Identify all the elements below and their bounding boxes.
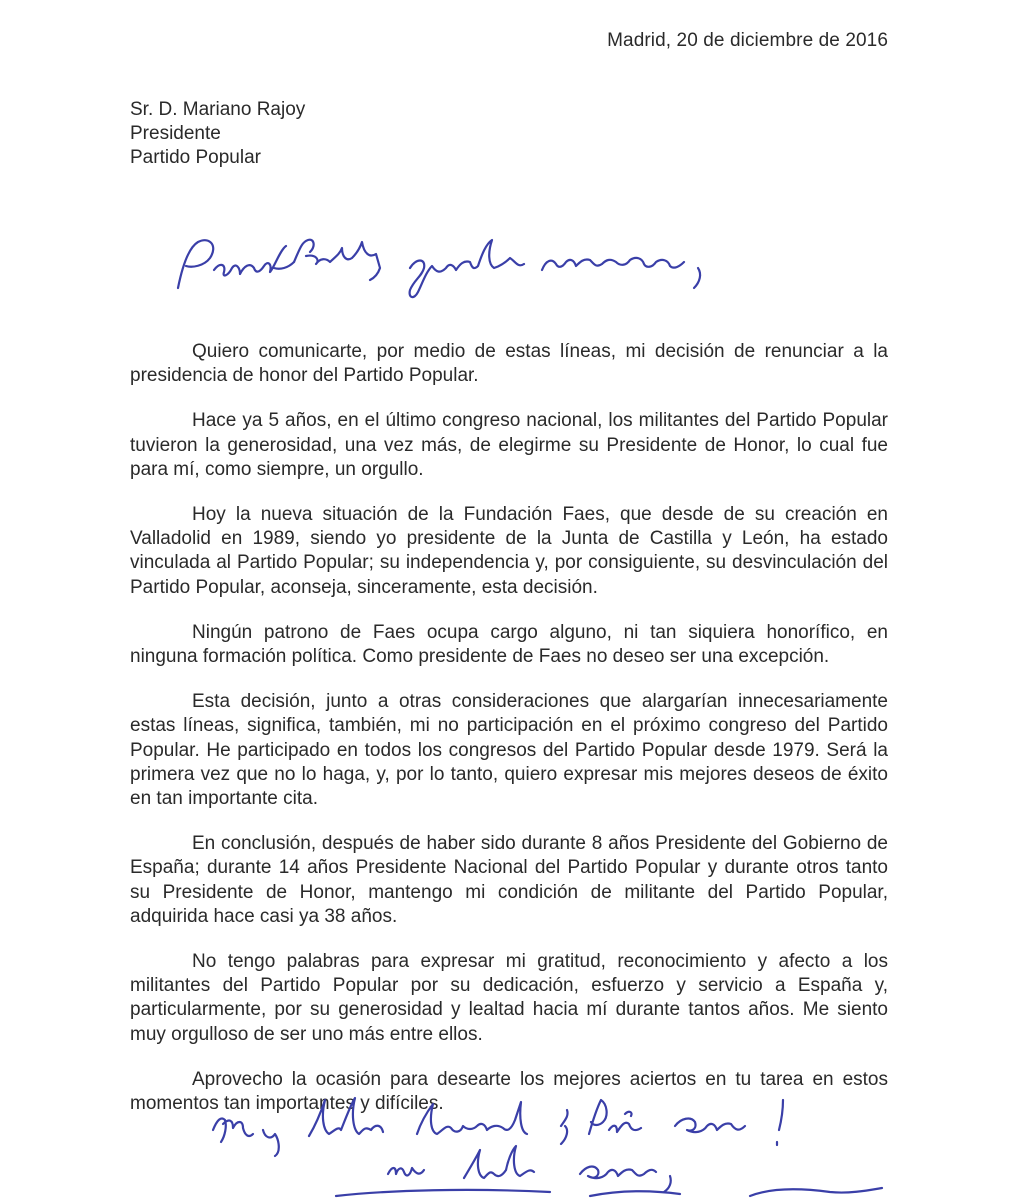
recipient-organization: Partido Popular [130, 147, 261, 168]
paragraph: Ningún patrono de Faes ocupa cargo alguno, ni tan siquiera honorífico, en ninguna formación política. Como presidente de Faes no deseo ser una excepción. [130, 621, 888, 668]
paragraph: Hace ya 5 años, en el último congreso nacional, los militantes del Partido Popular tuvieron la generosidad, una vez más, de elegirme su Presidente de Honor, lo cual fue para mí, como siempre, un orgullo. [130, 410, 888, 480]
recipient-block [130, 98, 305, 170]
paragraph: Quiero comunicarte, por medio de estas líneas, mi decisión de renunciar a la presidencia de honor del Partido Popular. [130, 341, 888, 387]
signature-fragment-icon [330, 1186, 890, 1198]
date-line: Madrid, 20 de diciembre de 2016 [607, 30, 888, 51]
recipient-title: Presidente [130, 123, 221, 144]
paragraph: No tengo palabras para expresar mi gratitud, reconocimiento y afecto a los militantes del Partido Popular por su dedicación, esfuerzo y servicio a España y, particularmente, por su generosidad y lealtad hacia mí durante tantos años. Me siento muy orgulloso de ser uno más entre ellos. [130, 951, 888, 1045]
paragraph: Hoy la nueva situación de la Fundación Faes, que desde de su creación en Valladolid en 1989, siendo yo presidente de la Junta de Castilla y León, ha estado vinculada al Partido Popular; su independencia y, por consiguiente, su desvinculación del Partido Popular, aconseja, sinceramente, esta decisión. [130, 504, 888, 598]
recipient-name: Sr. D. Mariano Rajoy [130, 99, 306, 120]
paragraph: Esta decisión, junto a otras consideraciones que alargarían innecesariamente estas líneas, significa, también, mi no participación en el próximo congreso del Partido Popular. He participado en todos los congresos del Partido Popular desde 1979. Será la primera vez que no lo haga, y, por lo tanto, quiero expresar mis mejores deseos de éxito en tan importante cita. [130, 691, 888, 810]
handwritten-salutation [170, 228, 730, 308]
paragraph: En conclusión, después de haber sido durante 8 años Presidente del Gobierno de España; durante 14 años Presidente Nacional del Partido Popular y durante otros tanto su Presidente de Honor, mantengo mi condición de militante del Partido Popular, adquirida hace casi ya 38 años. [130, 833, 888, 927]
letter-body [130, 340, 888, 1137]
paragraph: Aprovecho la ocasión para desearte los mejores aciertos en tu tarea en estos momentos tan importantes y difíciles. [130, 1068, 888, 1115]
